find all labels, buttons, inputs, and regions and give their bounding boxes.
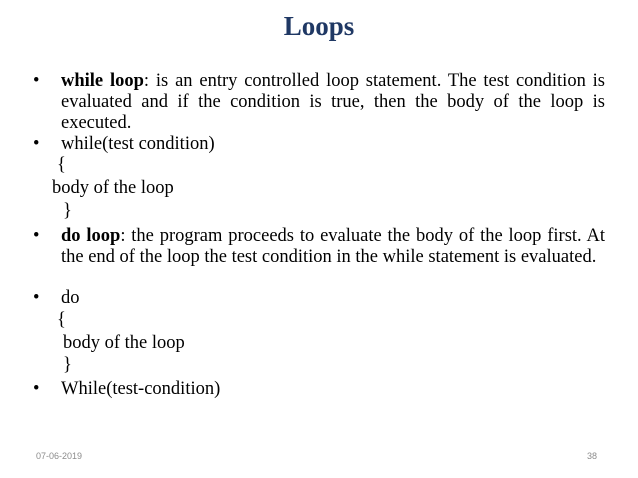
while-close-brace: } <box>63 201 72 221</box>
bullet-dot: • <box>33 71 40 91</box>
bullet-dot: • <box>33 379 40 399</box>
bullet-description: : is an entry controlled loop statement. The test condition is evaluated and if the condition is true, then the body of the loop is executed. <box>61 71 606 133</box>
do-body: body of the loop <box>63 333 185 353</box>
bullet-do-syntax <box>33 288 605 309</box>
bullet-while-syntax <box>33 134 605 155</box>
bullet-dot: • <box>33 288 40 308</box>
bullet-text: while(test condition) <box>61 134 215 154</box>
footer-date: 07-06-2019 <box>36 451 83 461</box>
bullet-text: do <box>61 288 80 308</box>
bullet-while-loop <box>33 71 605 134</box>
bullet-text <box>61 226 605 268</box>
bullet-keyword: do loop <box>61 226 121 246</box>
bullet-description: : the program proceeds to evaluate the body of the loop first. At the end of the loop the test condition in the while statement is evaluated. <box>61 226 605 267</box>
bullet-text <box>61 71 605 134</box>
do-open-brace: { <box>57 310 66 330</box>
bullet-dot: • <box>33 134 40 154</box>
bullet-dot: • <box>33 226 40 246</box>
bullet-keyword: while loop <box>61 71 144 91</box>
while-body: body of the loop <box>52 178 174 198</box>
footer-page-number: 38 <box>587 451 598 461</box>
bullet-text: While(test-condition) <box>61 379 221 399</box>
slide-title: Loops <box>283 11 355 41</box>
do-close-brace: } <box>63 355 72 375</box>
bullet-do-while-syntax <box>33 379 605 400</box>
bullet-do-loop <box>33 226 605 268</box>
while-open-brace: { <box>57 155 66 175</box>
